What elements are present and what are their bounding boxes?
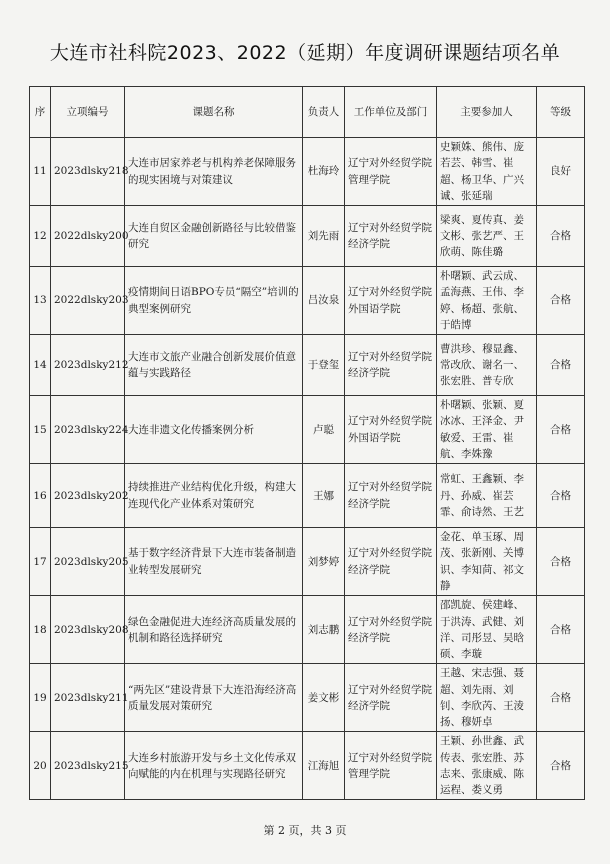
cell-code: 2023dlsky212: [51, 335, 125, 396]
cell-project: 基于数字经济背景下大连市装备制造业转型发展研究: [125, 528, 303, 596]
cell-code: 2022dlsky203: [51, 267, 125, 335]
table-row: [30, 596, 585, 664]
cell-unit: 辽宁对外经贸学院外国语学院: [345, 396, 437, 464]
cell-seq: 20: [30, 732, 51, 800]
cell-project: 大连非遗文化传播案例分析: [125, 396, 303, 464]
cell-code: 2022dlsky200: [51, 206, 125, 267]
cell-seq: 15: [30, 396, 51, 464]
cell-seq: 11: [30, 138, 51, 206]
header-code: 立项编号: [51, 87, 125, 138]
page-footer: 第 2 页，共 3 页: [263, 824, 347, 837]
cell-grade: 合格: [537, 396, 585, 464]
cell-code: 2023dlsky205: [51, 528, 125, 596]
cell-leader: 刘志鹏: [303, 596, 345, 664]
header-project: 课题名称: [125, 87, 303, 138]
cell-members: 邵凯旋、侯建峰、于洪涛、武健、刘洋、司彤昱、吴晗硕、李璇: [437, 596, 537, 664]
cell-grade: 合格: [537, 664, 585, 732]
cell-unit: 辽宁对外经贸学院经济学院: [345, 664, 437, 732]
header-seq: 序: [30, 87, 51, 138]
cell-seq: 12: [30, 206, 51, 267]
table-row: [30, 138, 585, 206]
cell-code: 2023dlsky202: [51, 464, 125, 528]
cell-unit: 辽宁对外经贸学院经济学院: [345, 528, 437, 596]
header-members: 主要参加人: [437, 87, 537, 138]
cell-leader: 吕汝泉: [303, 267, 345, 335]
cell-leader: 姜文彬: [303, 664, 345, 732]
header-leader: 负责人: [303, 87, 345, 138]
header-unit: 工作单位及部门: [345, 87, 437, 138]
cell-project: 大连市文旅产业融合创新发展价值意蕴与实践路径: [125, 335, 303, 396]
cell-project: 大连市居家养老与机构养老保障服务的现实困境与对策建议: [125, 138, 303, 206]
cell-leader: 王娜: [303, 464, 345, 528]
table-row: [30, 267, 585, 335]
cell-members: 曹洪珍、穆显鑫、常改欣、谢名一、张宏胜、普专欣: [437, 335, 537, 396]
cell-members: 朴曙颖、张颖、夏冰冰、王泽金、尹敏爱、王雷、崔航、李姝豫: [437, 396, 537, 464]
table-row: [30, 396, 585, 464]
cell-members: 史颖姝、熊伟、庞若芸、韩雪、崔超、杨卫华、广兴诚、张延瑞: [437, 138, 537, 206]
cell-leader: 于登玺: [303, 335, 345, 396]
cell-seq: 19: [30, 664, 51, 732]
cell-project: 大连乡村旅游开发与乡土文化传承双向赋能的内在机理与实现路径研究: [125, 732, 303, 800]
table-row: [30, 528, 585, 596]
table-row: [30, 206, 585, 267]
cell-members: 朴曙颖、武云成、孟海燕、王伟、李婷、杨超、张航、于皓博: [437, 267, 537, 335]
cell-code: 2023dlsky224: [51, 396, 125, 464]
results-table: [29, 86, 585, 800]
cell-code: 2023dlsky218: [51, 138, 125, 206]
cell-seq: 13: [30, 267, 51, 335]
table-row: [30, 335, 585, 396]
cell-unit: 辽宁对外经贸学院经济学院: [345, 464, 437, 528]
cell-grade: 合格: [537, 528, 585, 596]
document-title: 大连市社科院2023、2022（延期）年度调研课题结项名单: [49, 42, 561, 64]
cell-grade: 合格: [537, 464, 585, 528]
cell-members: 金花、单玉琢、周茂、张新刚、关博识、李知苘、祁文静: [437, 528, 537, 596]
cell-grade: 合格: [537, 596, 585, 664]
cell-unit: 辽宁对外经贸学院外国语学院: [345, 267, 437, 335]
table-row: [30, 664, 585, 732]
cell-members: 梁爽、夏传真、姜文彬、张艺严、王欣萌、陈佳璐: [437, 206, 537, 267]
cell-project: 大连自贸区金融创新路径与比较借鉴研究: [125, 206, 303, 267]
cell-unit: 辽宁对外经贸学院管理学院: [345, 138, 437, 206]
cell-code: 2023dlsky215: [51, 732, 125, 800]
cell-unit: 辽宁对外经贸学院经济学院: [345, 335, 437, 396]
cell-grade: 合格: [537, 206, 585, 267]
cell-seq: 17: [30, 528, 51, 596]
cell-members: 王越、宋志强、聂超、刘先雨、刘钊、李欣芮、王淩扬、穆妍卓: [437, 664, 537, 732]
cell-leader: 江海旭: [303, 732, 345, 800]
cell-code: 2023dlsky211: [51, 664, 125, 732]
table-row: [30, 464, 585, 528]
cell-leader: 刘梦婷: [303, 528, 345, 596]
table-row: [30, 732, 585, 800]
cell-seq: 16: [30, 464, 51, 528]
cell-grade: 合格: [537, 267, 585, 335]
header-grade: 等级: [537, 87, 585, 138]
cell-project: “两先区”建设背景下大连沿海经济高质量发展对策研究: [125, 664, 303, 732]
cell-project: 持续推进产业结构优化升级，构建大连现代化产业体系对策研究: [125, 464, 303, 528]
cell-leader: 卢聪: [303, 396, 345, 464]
cell-seq: 18: [30, 596, 51, 664]
cell-leader: 杜海玲: [303, 138, 345, 206]
cell-grade: 合格: [537, 335, 585, 396]
cell-members: 王颖、孙世鑫、武传表、张宏胜、苏志来、张康威、陈运程、娄义勇: [437, 732, 537, 800]
cell-grade: 合格: [537, 732, 585, 800]
cell-project: 疫情期间日语BPO专员“隔空”培训的典型案例研究: [125, 267, 303, 335]
cell-unit: 辽宁对外经贸学院经济学院: [345, 206, 437, 267]
cell-leader: 刘先雨: [303, 206, 345, 267]
cell-members: 常虹、王鑫颖、李丹、孙威、崔芸霏、俞诗然、王艺: [437, 464, 537, 528]
header-row: [30, 87, 585, 138]
cell-unit: 辽宁对外经贸学院管理学院: [345, 732, 437, 800]
cell-project: 绿色金融促进大连经济高质量发展的机制和路径选择研究: [125, 596, 303, 664]
cell-seq: 14: [30, 335, 51, 396]
cell-grade: 良好: [537, 138, 585, 206]
cell-unit: 辽宁对外经贸学院经济学院: [345, 596, 437, 664]
cell-code: 2023dlsky208: [51, 596, 125, 664]
